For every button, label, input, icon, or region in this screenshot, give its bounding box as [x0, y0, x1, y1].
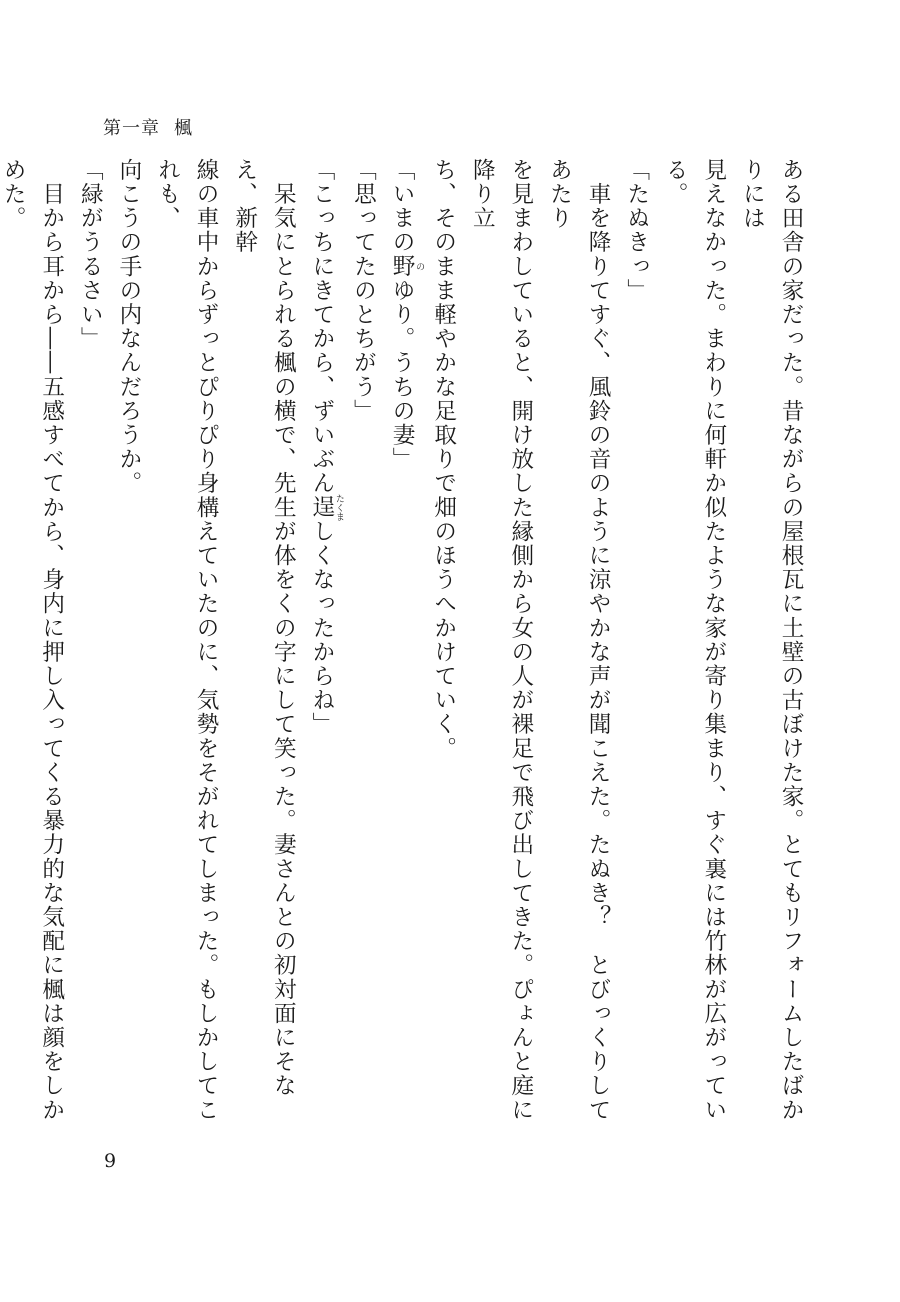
ruby-nogi: 野 の: [389, 254, 425, 279]
text-line-with-ruby: 「いまの野 のゆり。うちの妻」: [389, 158, 425, 472]
text-line: を見まわしていると、開け放した縁側から女の人が裸足で飛び出してきた。ぴょんと庭に降り立: [469, 158, 534, 1122]
text-line: ある田舎の家だった。昔ながらの屋根瓦に土壁の古ぼけた家。とてもリフォームしたばかりには: [739, 158, 804, 1122]
text-line: 車を降りてすぐ、風鈴の音のように涼やかな声が聞こえた。たぬき？ とびっくりしてあたり: [546, 158, 612, 1122]
text-line: 目から耳から――五感すべてから、身内に押し入ってくる暴力的な気配に楓は顔をしかめた。: [0, 158, 65, 1122]
chapter-title: 楓: [174, 118, 193, 139]
ruby-takuma: 逞 たくま: [308, 493, 344, 521]
body-text: [0, 158, 810, 1128]
text-line: 向こうの手の内なんだろうか。: [115, 158, 142, 496]
text-line: 「緑がうるさい」: [77, 158, 104, 351]
text-line: 「たぬきっ」: [623, 158, 650, 303]
text-line: 「思ってたのとちがう」: [350, 158, 377, 424]
text-line-with-ruby: 「こっちにきてから、ずいぶん逞 たくましくなったからね」: [308, 158, 344, 737]
text-line: ち、そのまま軽やかな足取りで畑のほうへかけていく。: [430, 158, 457, 761]
text-line: 見えなかった。まわりに何軒か似たような家が寄り集まり、すぐ裏には竹林が広がっている。: [662, 158, 727, 1122]
page-number: 9: [104, 1150, 117, 1172]
text-line: 線の車中からずっとぴりぴり身構えていたのに、気勢をそがれてしまった。もしかしてこれも、: [154, 158, 220, 1122]
chapter-number: 第一章: [103, 118, 160, 139]
running-head: [103, 114, 193, 140]
text-line: 呆気にとられる楓の横で、先生が体をくの字にして笑った。妻さんとの初対面にそなえ、新幹: [231, 158, 297, 1098]
